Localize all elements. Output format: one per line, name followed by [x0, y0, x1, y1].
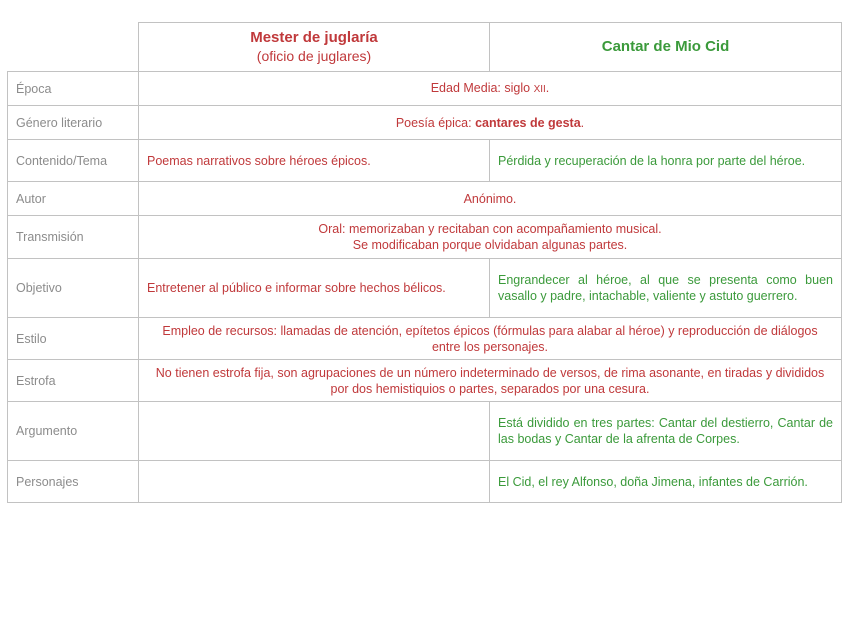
row-value-objetivo-juglaria: Entretener al público e informar sobre hechos bélicos.: [139, 259, 490, 318]
row-value-autor: Anónimo.: [139, 182, 842, 216]
row-epoca: [8, 72, 842, 106]
row-label-personajes: Personajes: [8, 461, 139, 503]
row-value-contenido-cid: Pérdida y recuperación de la honra por parte del héroe.: [490, 140, 842, 182]
epoca-century: XII: [533, 83, 546, 95]
row-genero: [8, 106, 842, 140]
row-objetivo: [8, 259, 842, 318]
header-juglaria-subtitle: (oficio de juglares): [256, 48, 372, 64]
row-value-argumento-juglaria: [139, 402, 490, 461]
row-value-transmision: [139, 216, 842, 259]
row-value-personajes-cid: El Cid, el rey Alfonso, doña Jimena, infantes de Carrión.: [490, 461, 842, 503]
row-label-transmision: Transmisión: [8, 216, 139, 259]
header-juglaria-title: Mester de juglaría: [250, 29, 378, 46]
epoca-text: Edad Media: siglo: [430, 80, 534, 95]
row-label-autor: Autor: [8, 182, 139, 216]
transmision-line-2: Se modificaban porque olvidaban algunas partes.: [352, 238, 628, 252]
comparison-table: [7, 22, 842, 503]
header-corner-cell: [8, 23, 139, 72]
row-label-objetivo: Objetivo: [8, 259, 139, 318]
row-value-objetivo-cid: Engrandecer al héroe, al que se presenta como buen vasallo y padre, intachable, valiente y astuto guerrero.: [490, 259, 842, 318]
row-label-epoca: Época: [8, 72, 139, 106]
genero-end: .: [580, 115, 585, 130]
row-transmision: [8, 216, 842, 259]
epoca-end: .: [545, 80, 550, 95]
row-label-genero: Género literario: [8, 106, 139, 140]
row-value-estilo: Empleo de recursos: llamadas de atención, epítetos épicos (fórmulas para alabar al héroe) y reproducción de diálogos entre los personajes.: [139, 318, 842, 360]
row-value-personajes-juglaria: [139, 461, 490, 503]
header-cid-cell: [490, 23, 842, 72]
header-row: [8, 23, 842, 72]
row-label-argumento: Argumento: [8, 402, 139, 461]
row-value-contenido-juglaria: Poemas narrativos sobre héroes épicos.: [139, 140, 490, 182]
row-personajes: [8, 461, 842, 503]
header-juglaria-cell: [139, 23, 490, 72]
genero-bold: cantares de gesta: [475, 115, 581, 130]
row-label-contenido: Contenido/Tema: [8, 140, 139, 182]
header-cid-title: Cantar de Mio Cid: [601, 38, 730, 55]
transmision-line-1: Oral: memorizaban y recitaban con acompañamiento musical.: [318, 222, 662, 236]
row-contenido: [8, 140, 842, 182]
row-autor: [8, 182, 842, 216]
row-value-argumento-cid: Está dividido en tres partes: Cantar del destierro, Cantar de las bodas y Cantar de la afrenta de Corpes.: [490, 402, 842, 461]
row-value-estrofa: No tienen estrofa fija, son agrupaciones de un número indeterminado de versos, de rima asonante, en tiradas y divididos por dos hemistiquios o partes, separados por una cesura.: [139, 360, 842, 402]
genero-text: Poesía épica:: [395, 115, 476, 130]
row-value-epoca: [139, 72, 842, 106]
row-argumento: [8, 402, 842, 461]
row-estrofa: [8, 360, 842, 402]
row-estilo: [8, 318, 842, 360]
row-label-estrofa: Estrofa: [8, 360, 139, 402]
row-label-estilo: Estilo: [8, 318, 139, 360]
row-value-genero: [139, 106, 842, 140]
